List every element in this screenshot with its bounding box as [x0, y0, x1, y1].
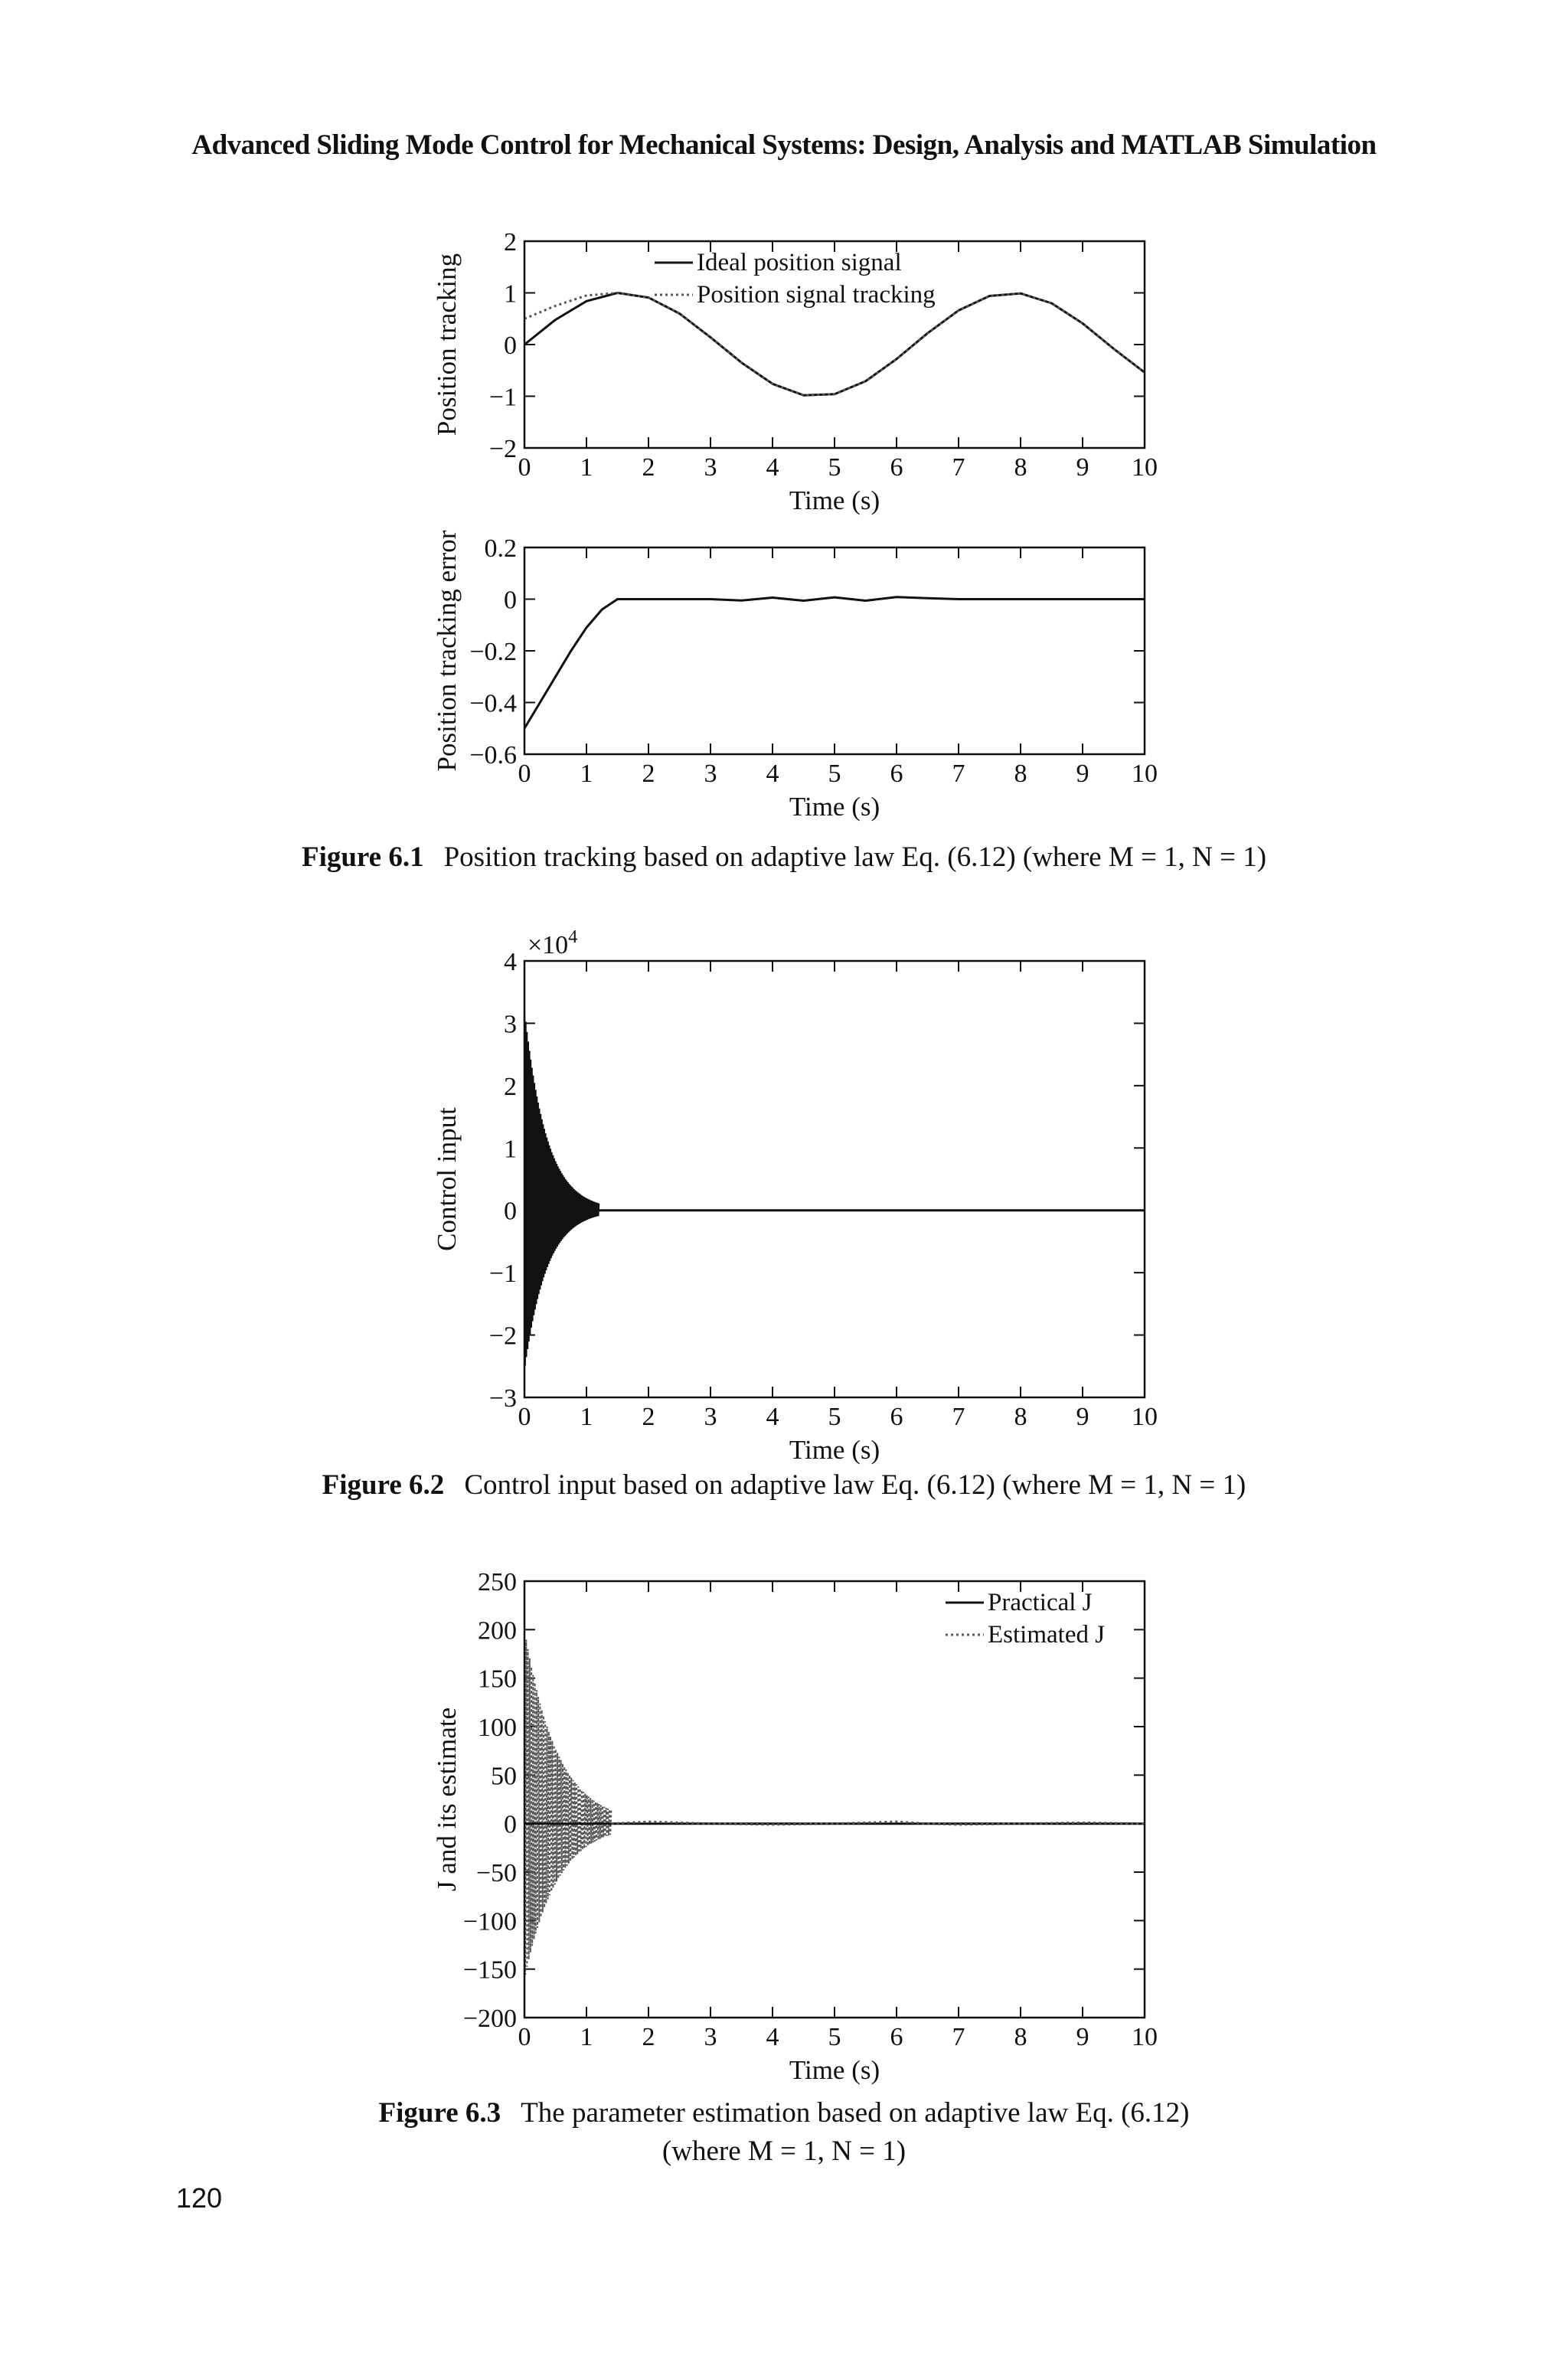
plot-frame	[524, 547, 1145, 754]
y-tick-label: −0.4	[469, 689, 517, 718]
legend-label: Position signal tracking	[697, 281, 936, 309]
x-tick-label: 0	[518, 1403, 531, 1431]
figure-caption-text-line2: (where M = 1, N = 1)	[662, 2136, 906, 2167]
y-tick-label: 150	[478, 1665, 517, 1694]
x-tick-label: 9	[1076, 453, 1089, 482]
x-tick-label: 8	[1014, 453, 1027, 482]
y-tick-label: 1	[504, 1135, 517, 1164]
x-tick-label: 6	[890, 453, 903, 482]
parameter-estimate-chart	[429, 1570, 1164, 2090]
page-number: 120	[176, 2182, 223, 2214]
y-axis-label: Position tracking	[432, 253, 462, 436]
control-input-chart	[429, 927, 1164, 1470]
x-tick-label: 3	[704, 2023, 717, 2051]
y-tick-label: −3	[488, 1384, 517, 1413]
x-axis-label: Time (s)	[789, 792, 880, 822]
y-tick-label: 2	[504, 228, 517, 257]
y-tick-label: −0.6	[469, 741, 517, 770]
x-tick-label: 2	[642, 2023, 655, 2051]
y-tick-label: −2	[488, 435, 517, 463]
figure-label: Figure 6.1	[301, 841, 424, 873]
y-tick-label: 250	[478, 1568, 517, 1596]
x-tick-label: 3	[704, 1403, 717, 1431]
x-tick-label: 7	[952, 453, 965, 482]
position-error-chart	[429, 530, 1164, 827]
x-tick-label: 9	[1076, 760, 1089, 788]
x-tick-label: 10	[1132, 2023, 1158, 2051]
y-tick-label: −0.2	[469, 638, 517, 666]
y-tick-label: 100	[478, 1714, 517, 1742]
x-tick-label: 9	[1076, 1403, 1089, 1431]
x-tick-label: 4	[766, 2023, 779, 2051]
x-tick-label: 6	[890, 2023, 903, 2051]
y-tick-label: 200	[478, 1616, 517, 1645]
x-tick-label: 4	[766, 1403, 779, 1431]
y-tick-label: 2	[504, 1072, 517, 1101]
x-tick-label: 1	[580, 760, 593, 788]
figure-caption-6-1	[0, 838, 1568, 877]
y-tick-label: −50	[475, 1859, 517, 1887]
x-tick-label: 1	[580, 453, 593, 482]
x-tick-label: 7	[952, 1403, 965, 1431]
x-tick-label: 5	[828, 453, 841, 482]
running-header: Advanced Sliding Mode Control for Mechanical Systems: Design, Analysis and MATLAB Simulation	[191, 129, 1377, 161]
x-axis-label: Time (s)	[789, 1435, 880, 1465]
y-axis-label: Position tracking error	[432, 530, 462, 772]
y-axis-label: Control input	[432, 1107, 462, 1251]
x-tick-label: 4	[766, 760, 779, 788]
y-tick-label: 0	[504, 332, 517, 360]
x-tick-label: 0	[518, 760, 531, 788]
x-tick-label: 3	[704, 760, 717, 788]
figure-caption-text: Control input based on adaptive law Eq. (6.12) (where M = 1, N = 1)	[464, 1469, 1246, 1501]
y-tick-label: −200	[462, 2005, 517, 2033]
y-axis-label: J and its estimate	[432, 1707, 462, 1892]
figure-caption-6-2	[0, 1466, 1568, 1505]
oscillation-series	[524, 1629, 611, 1975]
x-tick-label: 10	[1132, 760, 1158, 788]
y-tick-label: 0	[504, 1810, 517, 1839]
x-tick-label: 5	[828, 1403, 841, 1431]
x-tick-label: 6	[890, 1403, 903, 1431]
y-tick-label: 50	[491, 1762, 517, 1791]
x-tick-label: 5	[828, 2023, 841, 2051]
legend-label: Practical J	[988, 1589, 1093, 1616]
legend-label: Ideal position signal	[697, 249, 902, 276]
x-tick-label: 10	[1132, 1403, 1158, 1431]
y-tick-label: −1	[488, 1260, 517, 1289]
oscillation-series	[524, 1011, 599, 1365]
x-tick-label: 1	[580, 1403, 593, 1431]
x-tick-label: 9	[1076, 2023, 1089, 2051]
x-tick-label: 8	[1014, 760, 1027, 788]
y-tick-label: 0	[504, 586, 517, 615]
y-tick-label: −2	[488, 1322, 517, 1351]
x-tick-label: 0	[518, 2023, 531, 2051]
x-tick-label: 8	[1014, 1403, 1027, 1431]
x-tick-label: 4	[766, 453, 779, 482]
plot-frame	[524, 961, 1145, 1397]
y-tick-label: 0.2	[484, 534, 517, 563]
position-tracking-chart	[429, 230, 1164, 521]
x-tick-label: 10	[1132, 453, 1158, 482]
x-tick-label: 2	[642, 1403, 655, 1431]
x-tick-label: 3	[704, 453, 717, 482]
y-tick-label: 1	[504, 279, 517, 309]
x-axis-label: Time (s)	[789, 2055, 880, 2085]
y-tick-label: 3	[504, 1010, 517, 1039]
y-tick-label: −1	[488, 383, 517, 412]
x-tick-label: 0	[518, 453, 531, 482]
y-tick-label: 4	[504, 948, 517, 976]
y-tick-label: −100	[462, 1907, 517, 1936]
x-tick-label: 5	[828, 760, 841, 788]
x-tick-label: 8	[1014, 2023, 1027, 2051]
legend-label: Estimated J	[988, 1621, 1106, 1649]
y-tick-label: 0	[504, 1197, 517, 1226]
x-tick-label: 6	[890, 760, 903, 788]
x-tick-label: 1	[580, 2023, 593, 2051]
figure-caption-6-3	[0, 2094, 1568, 2171]
figure-caption-text: The parameter estimation based on adaptive law Eq. (6.12)	[521, 2097, 1190, 2129]
x-tick-label: 7	[952, 2023, 965, 2051]
figure-label: Figure 6.2	[322, 1469, 445, 1501]
y-tick-label: −150	[462, 1956, 517, 1985]
x-tick-label: 2	[642, 453, 655, 482]
x-tick-label: 2	[642, 760, 655, 788]
figure-label: Figure 6.3	[378, 2097, 501, 2129]
x-axis-label: Time (s)	[789, 485, 880, 515]
series-line	[524, 597, 1145, 728]
x-tick-label: 7	[952, 760, 965, 788]
figure-caption-text: Position tracking based on adaptive law Eq. (6.12) (where M = 1, N = 1)	[443, 841, 1267, 873]
axis-multiplier: $\times 10^4$	[528, 927, 578, 959]
